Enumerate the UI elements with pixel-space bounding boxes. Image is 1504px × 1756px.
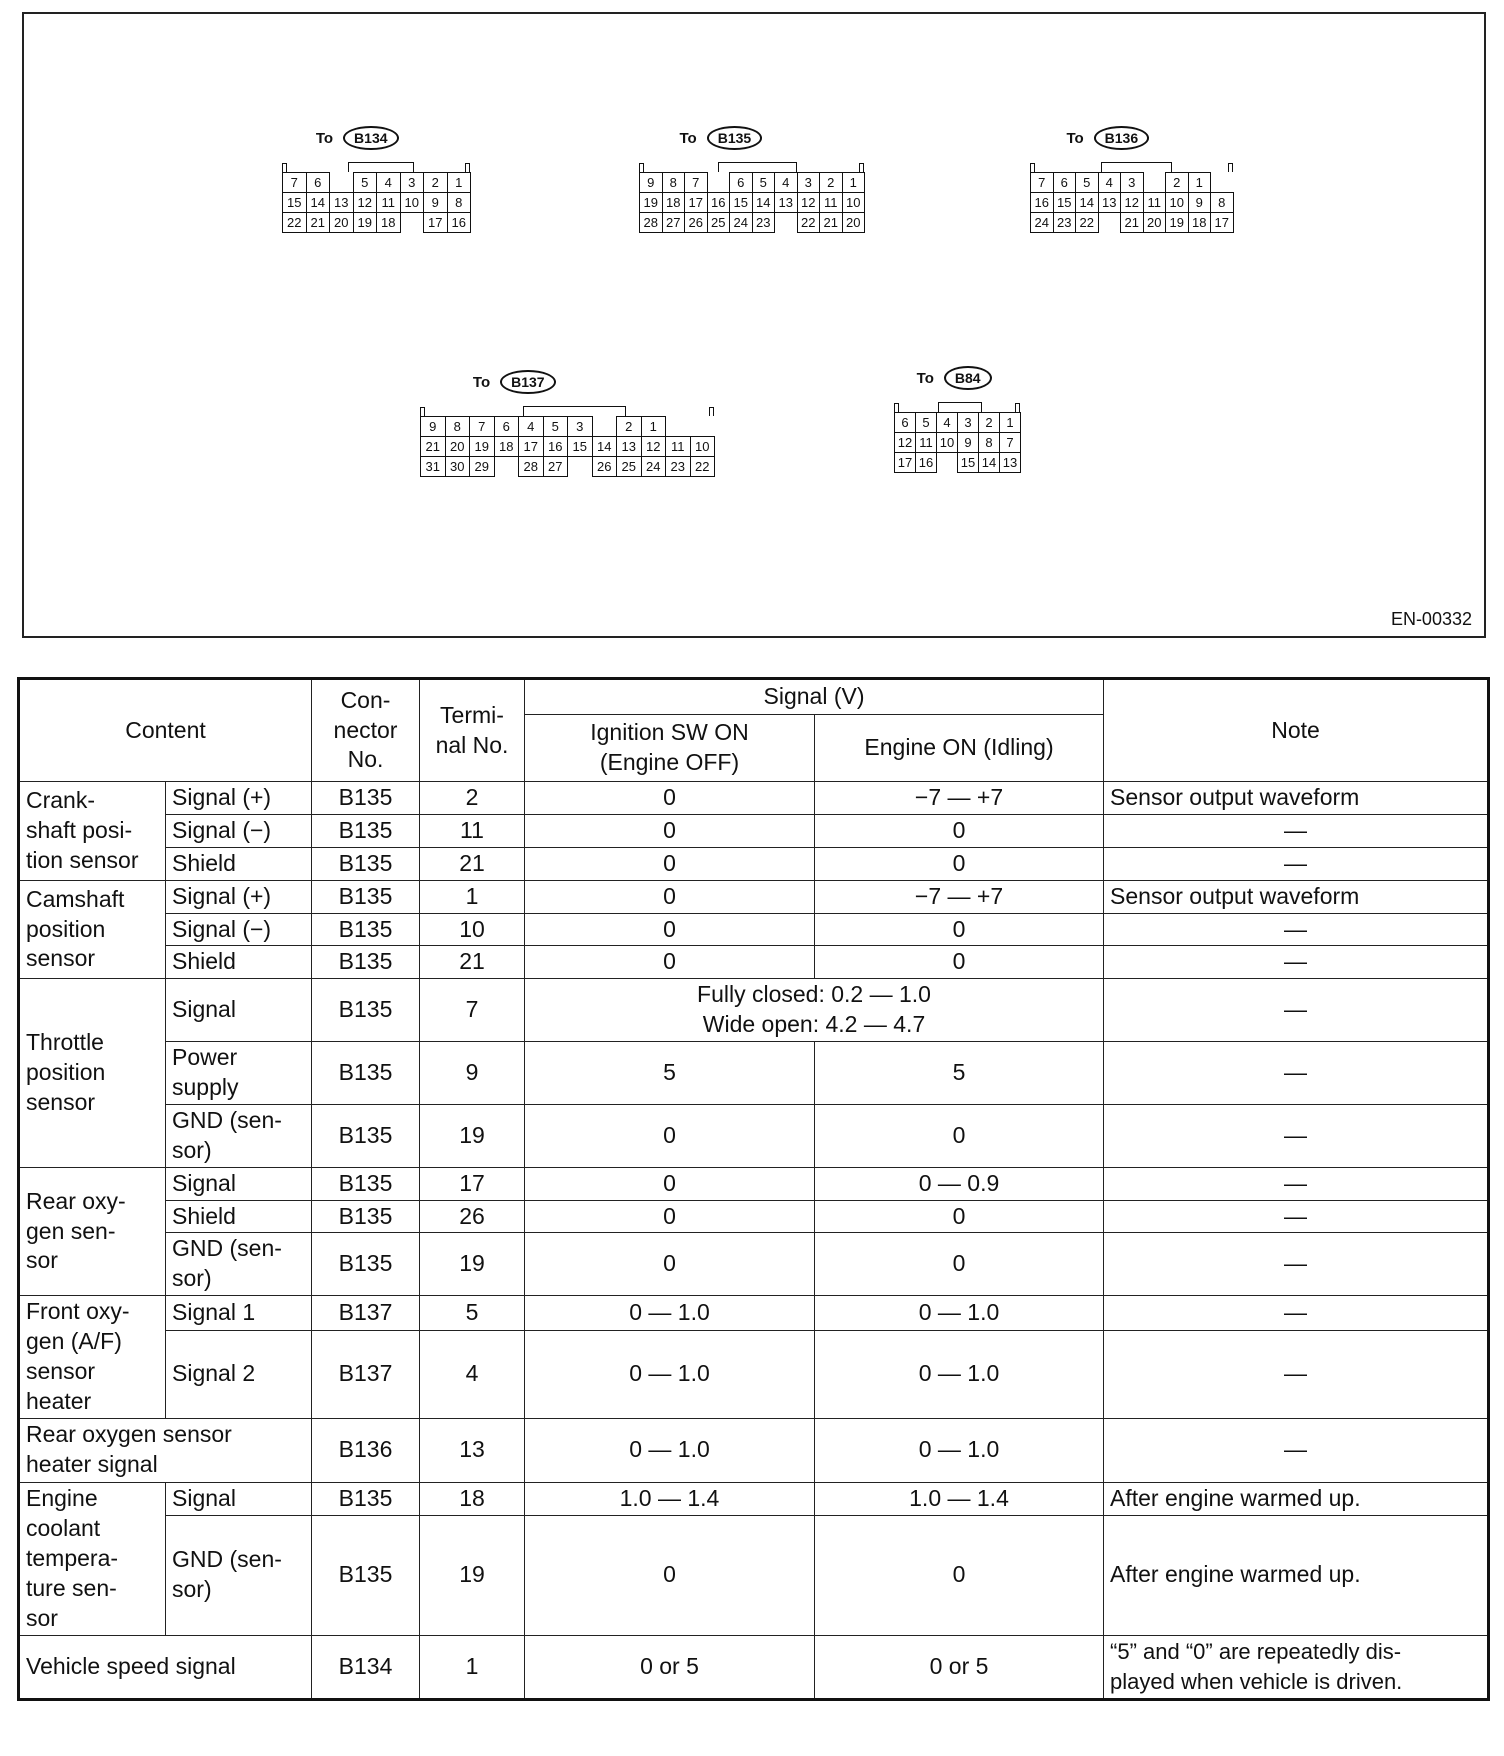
connector-cell: B135: [312, 814, 420, 847]
note-cell: —: [1104, 1233, 1489, 1296]
note-cell: —: [1104, 913, 1489, 946]
terminal-cell: 19: [420, 1233, 525, 1296]
connector-latch: [938, 402, 982, 412]
note-cell: —: [1104, 1418, 1489, 1482]
pin-29: 29: [469, 456, 495, 477]
pin-21: 21: [306, 212, 331, 233]
header-terminal: Termi- nal No.: [420, 679, 525, 782]
pin-3: 3: [797, 172, 821, 193]
pin-16: 16: [543, 436, 569, 457]
pin-25: 25: [616, 456, 642, 477]
header-signal: Signal (V): [525, 679, 1104, 715]
connector-latch: [348, 162, 414, 172]
connector-latch: [718, 162, 797, 172]
pin-13: 13: [329, 192, 354, 213]
pin-10: 10: [1165, 192, 1189, 213]
engine-value-cell: 0 or 5: [815, 1635, 1104, 1699]
pin-31: 31: [420, 456, 446, 477]
pin-15: 15: [729, 192, 753, 213]
table-row: [19, 1200, 1489, 1233]
terminal-cell: 1: [420, 880, 525, 913]
connector-latch: [523, 406, 626, 416]
table-row: [19, 880, 1489, 913]
connector-id-oval: B84: [944, 366, 992, 390]
connector-cell: B135: [312, 1233, 420, 1296]
pin-2: 2: [616, 416, 642, 437]
header-content: Content: [19, 679, 312, 782]
connector-post: [639, 163, 644, 172]
connector-cell: B137: [312, 1296, 420, 1330]
terminal-cell: 18: [420, 1482, 525, 1515]
terminal-cell: 19: [420, 1104, 525, 1167]
pin-12: 12: [1120, 192, 1144, 213]
ignition-value-cell: 0: [525, 1200, 815, 1233]
connector-post: [465, 163, 470, 172]
terminal-cell: 10: [420, 913, 525, 946]
engine-value-cell: −7 — +7: [815, 880, 1104, 913]
connector-post: [709, 407, 714, 416]
pin-5: 5: [915, 412, 937, 433]
engine-value-cell: 0: [815, 1200, 1104, 1233]
pin-19: 19: [1165, 212, 1189, 233]
engine-value-cell: 0: [815, 1233, 1104, 1296]
ignition-value-cell: 0: [525, 913, 815, 946]
header-connector: Con- nector No.: [312, 679, 420, 782]
note-cell: —: [1104, 1167, 1489, 1200]
pin-17: 17: [684, 192, 708, 213]
pin-1: 1: [842, 172, 866, 193]
pin-23: 23: [665, 456, 691, 477]
pin-27: 27: [543, 456, 569, 477]
pin-12: 12: [353, 192, 378, 213]
ignition-value-cell: 0: [525, 1515, 815, 1635]
terminal-cell: 7: [420, 979, 525, 1042]
pin-3: 3: [567, 416, 593, 437]
pin-2: 2: [423, 172, 448, 193]
table-row: [19, 979, 1489, 1042]
sub-content-cell: Signal (−): [166, 913, 312, 946]
pin-5: 5: [1075, 172, 1099, 193]
content-cell: Crank- shaft posi- tion sensor: [19, 782, 166, 881]
ignition-value-cell: 0 — 1.0: [525, 1330, 815, 1418]
pin-4: 4: [936, 412, 958, 433]
pin-12: 12: [797, 192, 821, 213]
sub-content-cell: Shield: [166, 946, 312, 979]
to-prefix: To: [916, 369, 934, 387]
pin-9: 9: [423, 192, 448, 213]
terminal-cell: 17: [420, 1167, 525, 1200]
pin-11: 11: [819, 192, 843, 213]
pin-3: 3: [400, 172, 425, 193]
content-cell: Camshaft position sensor: [19, 880, 166, 979]
connector-cell: B134: [312, 1635, 420, 1699]
engine-value-cell: 0 — 1.0: [815, 1296, 1104, 1330]
pin-7: 7: [282, 172, 307, 193]
sub-content-cell: Power supply: [166, 1042, 312, 1105]
terminal-cell: 9: [420, 1042, 525, 1105]
table-row: [19, 782, 1489, 815]
pin-6: 6: [894, 412, 916, 433]
table-row: [19, 1330, 1489, 1418]
pin-21: 21: [420, 436, 446, 457]
connector-post: [282, 163, 287, 172]
content-cell: Rear oxygen sensor heater signal: [19, 1418, 312, 1482]
ignition-value-cell: 5: [525, 1042, 815, 1105]
note-cell: —: [1104, 1104, 1489, 1167]
pin-24: 24: [729, 212, 753, 233]
sub-content-cell: Shield: [166, 1200, 312, 1233]
pin-7: 7: [684, 172, 708, 193]
pin-20: 20: [445, 436, 471, 457]
pin-6: 6: [1053, 172, 1077, 193]
sub-content-cell: Signal: [166, 1167, 312, 1200]
pin-15: 15: [1053, 192, 1077, 213]
pin-25: 25: [707, 212, 731, 233]
pin-17: 17: [423, 212, 448, 233]
signal-merged-cell: Fully closed: 0.2 — 1.0 Wide open: 4.2 — 4.7: [525, 979, 1104, 1042]
pin-16: 16: [1030, 192, 1054, 213]
table-row: [19, 1635, 1489, 1699]
pin-13: 13: [774, 192, 798, 213]
content-cell: Rear oxy- gen sen- sor: [19, 1167, 166, 1296]
pin-12: 12: [641, 436, 667, 457]
table-row: [19, 1104, 1489, 1167]
content-cell: Front oxy- gen (A/F) sensor heater: [19, 1296, 166, 1419]
pin-2: 2: [978, 412, 1000, 433]
note-cell: After engine warmed up.: [1104, 1482, 1489, 1515]
pin-27: 27: [662, 212, 686, 233]
pin-23: 23: [752, 212, 776, 233]
connector-label: [917, 366, 992, 390]
note-cell: Sensor output waveform: [1104, 782, 1489, 815]
pin-18: 18: [494, 436, 520, 457]
terminal-cell: 11: [420, 814, 525, 847]
connector-cell: B135: [312, 1167, 420, 1200]
sub-content-cell: Signal (+): [166, 880, 312, 913]
connector-id-oval: B134: [343, 126, 398, 150]
pin-9: 9: [639, 172, 663, 193]
engine-value-cell: 0: [815, 913, 1104, 946]
connector-post: [420, 407, 425, 416]
note-cell: Sensor output waveform: [1104, 880, 1489, 913]
note-cell: —: [1104, 847, 1489, 880]
sub-content-cell: Signal (+): [166, 782, 312, 815]
ignition-value-cell: 0: [525, 1167, 815, 1200]
sub-content-cell: Shield: [166, 847, 312, 880]
ignition-value-cell: 0: [525, 782, 815, 815]
table-row: [19, 1515, 1489, 1635]
pin-15: 15: [282, 192, 307, 213]
pin-19: 19: [469, 436, 495, 457]
pin-20: 20: [329, 212, 354, 233]
engine-value-cell: −7 — +7: [815, 782, 1104, 815]
engine-value-cell: 0: [815, 946, 1104, 979]
pin-11: 11: [915, 432, 937, 453]
connector-cell: B135: [312, 1042, 420, 1105]
content-cell: Vehicle speed signal: [19, 1635, 312, 1699]
connector-cell: B135: [312, 1200, 420, 1233]
pin-16: 16: [707, 192, 731, 213]
pin-1: 1: [447, 172, 472, 193]
ignition-value-cell: 0: [525, 880, 815, 913]
terminal-cell: 13: [420, 1418, 525, 1482]
connector-cell: B137: [312, 1330, 420, 1418]
sub-content-cell: Signal 1: [166, 1296, 312, 1330]
pin-28: 28: [639, 212, 663, 233]
pin-4: 4: [774, 172, 798, 193]
pin-10: 10: [842, 192, 866, 213]
pin-14: 14: [306, 192, 331, 213]
note-cell: —: [1104, 1296, 1489, 1330]
pin-19: 19: [353, 212, 378, 233]
ignition-value-cell: 0 — 1.0: [525, 1296, 815, 1330]
pin-9: 9: [420, 416, 446, 437]
signal-table: [17, 677, 1490, 1701]
pin-20: 20: [1143, 212, 1167, 233]
table-row: [19, 1418, 1489, 1482]
connector-id-oval: B137: [500, 370, 555, 394]
terminal-cell: 21: [420, 946, 525, 979]
pin-1: 1: [999, 412, 1021, 433]
engine-value-cell: 0 — 0.9: [815, 1167, 1104, 1200]
connector-cell: B135: [312, 913, 420, 946]
pin-12: 12: [894, 432, 916, 453]
connector-label: [316, 126, 399, 150]
pin-3: 3: [1120, 172, 1144, 193]
pin-4: 4: [1098, 172, 1122, 193]
engine-value-cell: 1.0 — 1.4: [815, 1482, 1104, 1515]
to-prefix: To: [679, 129, 697, 147]
pin-2: 2: [819, 172, 843, 193]
connector-cell: B135: [312, 880, 420, 913]
engine-value-cell: 0 — 1.0: [815, 1330, 1104, 1418]
pin-8: 8: [978, 432, 1000, 453]
sub-content-cell: GND (sen- sor): [166, 1104, 312, 1167]
pin-8: 8: [1210, 192, 1234, 213]
pin-5: 5: [543, 416, 569, 437]
pin-24: 24: [641, 456, 667, 477]
engine-value-cell: 0: [815, 814, 1104, 847]
pin-22: 22: [1075, 212, 1099, 233]
ignition-value-cell: 0: [525, 946, 815, 979]
terminal-cell: 2: [420, 782, 525, 815]
pin-7: 7: [1030, 172, 1054, 193]
pin-19: 19: [639, 192, 663, 213]
pin-17: 17: [1210, 212, 1234, 233]
content-cell: Throttle position sensor: [19, 979, 166, 1167]
table-row: [19, 946, 1489, 979]
note-cell: “5” and “0” are repeatedly dis- played when vehicle is driven.: [1104, 1635, 1489, 1699]
ignition-value-cell: 0: [525, 1104, 815, 1167]
header-engine-on: Engine ON (Idling): [815, 715, 1104, 782]
connector-latch: [1101, 162, 1172, 172]
pin-10: 10: [936, 432, 958, 453]
table-row: [19, 1167, 1489, 1200]
engine-value-cell: 0: [815, 1104, 1104, 1167]
connector-cell: B135: [312, 1104, 420, 1167]
connector-post: [859, 163, 864, 172]
pin-20: 20: [842, 212, 866, 233]
pin-18: 18: [376, 212, 401, 233]
engine-value-cell: 0: [815, 1515, 1104, 1635]
pin-15: 15: [567, 436, 593, 457]
pin-21: 21: [1120, 212, 1144, 233]
terminal-cell: 21: [420, 847, 525, 880]
engine-value-cell: 0: [815, 847, 1104, 880]
header-note: Note: [1104, 679, 1489, 782]
connector-post: [894, 403, 899, 412]
ignition-value-cell: 0: [525, 1233, 815, 1296]
note-cell: —: [1104, 1200, 1489, 1233]
pin-13: 13: [999, 452, 1021, 473]
pin-21: 21: [819, 212, 843, 233]
table-row: [19, 913, 1489, 946]
pin-14: 14: [752, 192, 776, 213]
ignition-value-cell: 1.0 — 1.4: [525, 1482, 815, 1515]
figure-code: EN-00332: [1390, 609, 1472, 629]
pin-3: 3: [957, 412, 979, 433]
note-cell: —: [1104, 979, 1489, 1042]
table-row: [19, 814, 1489, 847]
pin-16: 16: [915, 452, 937, 473]
pin-6: 6: [494, 416, 520, 437]
pin-13: 13: [1098, 192, 1122, 213]
pin-15: 15: [957, 452, 979, 473]
connector-cell: B135: [312, 979, 420, 1042]
connector-label: [1066, 126, 1149, 150]
pin-11: 11: [376, 192, 401, 213]
connector-cell: B135: [312, 946, 420, 979]
pin-9: 9: [1188, 192, 1212, 213]
ignition-value-cell: 0: [525, 814, 815, 847]
pin-23: 23: [1053, 212, 1077, 233]
pin-9: 9: [957, 432, 979, 453]
pin-26: 26: [592, 456, 618, 477]
pin-14: 14: [978, 452, 1000, 473]
connector-label: [680, 126, 763, 150]
to-prefix: To: [1066, 129, 1084, 147]
header-ignition-sw-on: Ignition SW ON (Engine OFF): [525, 715, 815, 782]
note-cell: —: [1104, 946, 1489, 979]
pin-7: 7: [469, 416, 495, 437]
connector-cell: B136: [312, 1418, 420, 1482]
sub-content-cell: GND (sen- sor): [166, 1515, 312, 1635]
connector-label: [473, 370, 556, 394]
pin-1: 1: [641, 416, 667, 437]
note-cell: —: [1104, 1042, 1489, 1105]
terminal-cell: 1: [420, 1635, 525, 1699]
pin-22: 22: [282, 212, 307, 233]
pin-8: 8: [447, 192, 472, 213]
pin-17: 17: [518, 436, 544, 457]
pin-4: 4: [376, 172, 401, 193]
pin-5: 5: [353, 172, 378, 193]
terminal-cell: 4: [420, 1330, 525, 1418]
pin-1: 1: [1188, 172, 1212, 193]
to-prefix: To: [472, 373, 491, 391]
sub-content-cell: Signal: [166, 979, 312, 1042]
terminal-cell: 26: [420, 1200, 525, 1233]
table-row: [19, 1482, 1489, 1515]
connector-post: [1015, 403, 1020, 412]
pin-11: 11: [1143, 192, 1167, 213]
pin-22: 22: [797, 212, 821, 233]
connector-post: [1228, 163, 1233, 172]
pin-4: 4: [518, 416, 544, 437]
connector-id-oval: B136: [1094, 126, 1149, 150]
pin-6: 6: [306, 172, 331, 193]
sub-content-cell: Signal 2: [166, 1330, 312, 1418]
pin-13: 13: [616, 436, 642, 457]
pin-24: 24: [1030, 212, 1054, 233]
pin-18: 18: [1188, 212, 1212, 233]
connector-cell: B135: [312, 1515, 420, 1635]
pin-10: 10: [400, 192, 425, 213]
to-prefix: To: [315, 129, 334, 147]
table-row: [19, 1042, 1489, 1105]
terminal-cell: 5: [420, 1296, 525, 1330]
table-row: [19, 1233, 1489, 1296]
connector-cell: B135: [312, 847, 420, 880]
pin-18: 18: [662, 192, 686, 213]
engine-value-cell: 5: [815, 1042, 1104, 1105]
pin-6: 6: [729, 172, 753, 193]
connector-diagram: [22, 12, 1486, 638]
connector-cell: B135: [312, 1482, 420, 1515]
note-cell: —: [1104, 814, 1489, 847]
terminal-cell: 19: [420, 1515, 525, 1635]
ignition-value-cell: 0: [525, 847, 815, 880]
note-cell: After engine warmed up.: [1104, 1515, 1489, 1635]
pin-2: 2: [1165, 172, 1189, 193]
pin-14: 14: [1075, 192, 1099, 213]
pin-16: 16: [447, 212, 472, 233]
connector-cell: B135: [312, 782, 420, 815]
pin-8: 8: [662, 172, 686, 193]
pin-11: 11: [665, 436, 691, 457]
pin-5: 5: [752, 172, 776, 193]
table-row: [19, 1296, 1489, 1330]
signal-table-body: [19, 782, 1489, 1700]
pin-28: 28: [518, 456, 544, 477]
pin-30: 30: [445, 456, 471, 477]
sub-content-cell: Signal: [166, 1482, 312, 1515]
pin-17: 17: [894, 452, 916, 473]
pin-10: 10: [690, 436, 716, 457]
content-cell: Engine coolant tempera- ture sen- sor: [19, 1482, 166, 1635]
table-row: [19, 847, 1489, 880]
pin-22: 22: [690, 456, 716, 477]
ignition-value-cell: 0 or 5: [525, 1635, 815, 1699]
connector-post: [1030, 163, 1035, 172]
sub-content-cell: Signal (−): [166, 814, 312, 847]
pin-8: 8: [445, 416, 471, 437]
engine-value-cell: 0 — 1.0: [815, 1418, 1104, 1482]
note-cell: —: [1104, 1330, 1489, 1418]
pin-26: 26: [684, 212, 708, 233]
connector-id-oval: B135: [707, 126, 762, 150]
ignition-value-cell: 0 — 1.0: [525, 1418, 815, 1482]
pin-14: 14: [592, 436, 618, 457]
pin-7: 7: [999, 432, 1021, 453]
sub-content-cell: GND (sen- sor): [166, 1233, 312, 1296]
